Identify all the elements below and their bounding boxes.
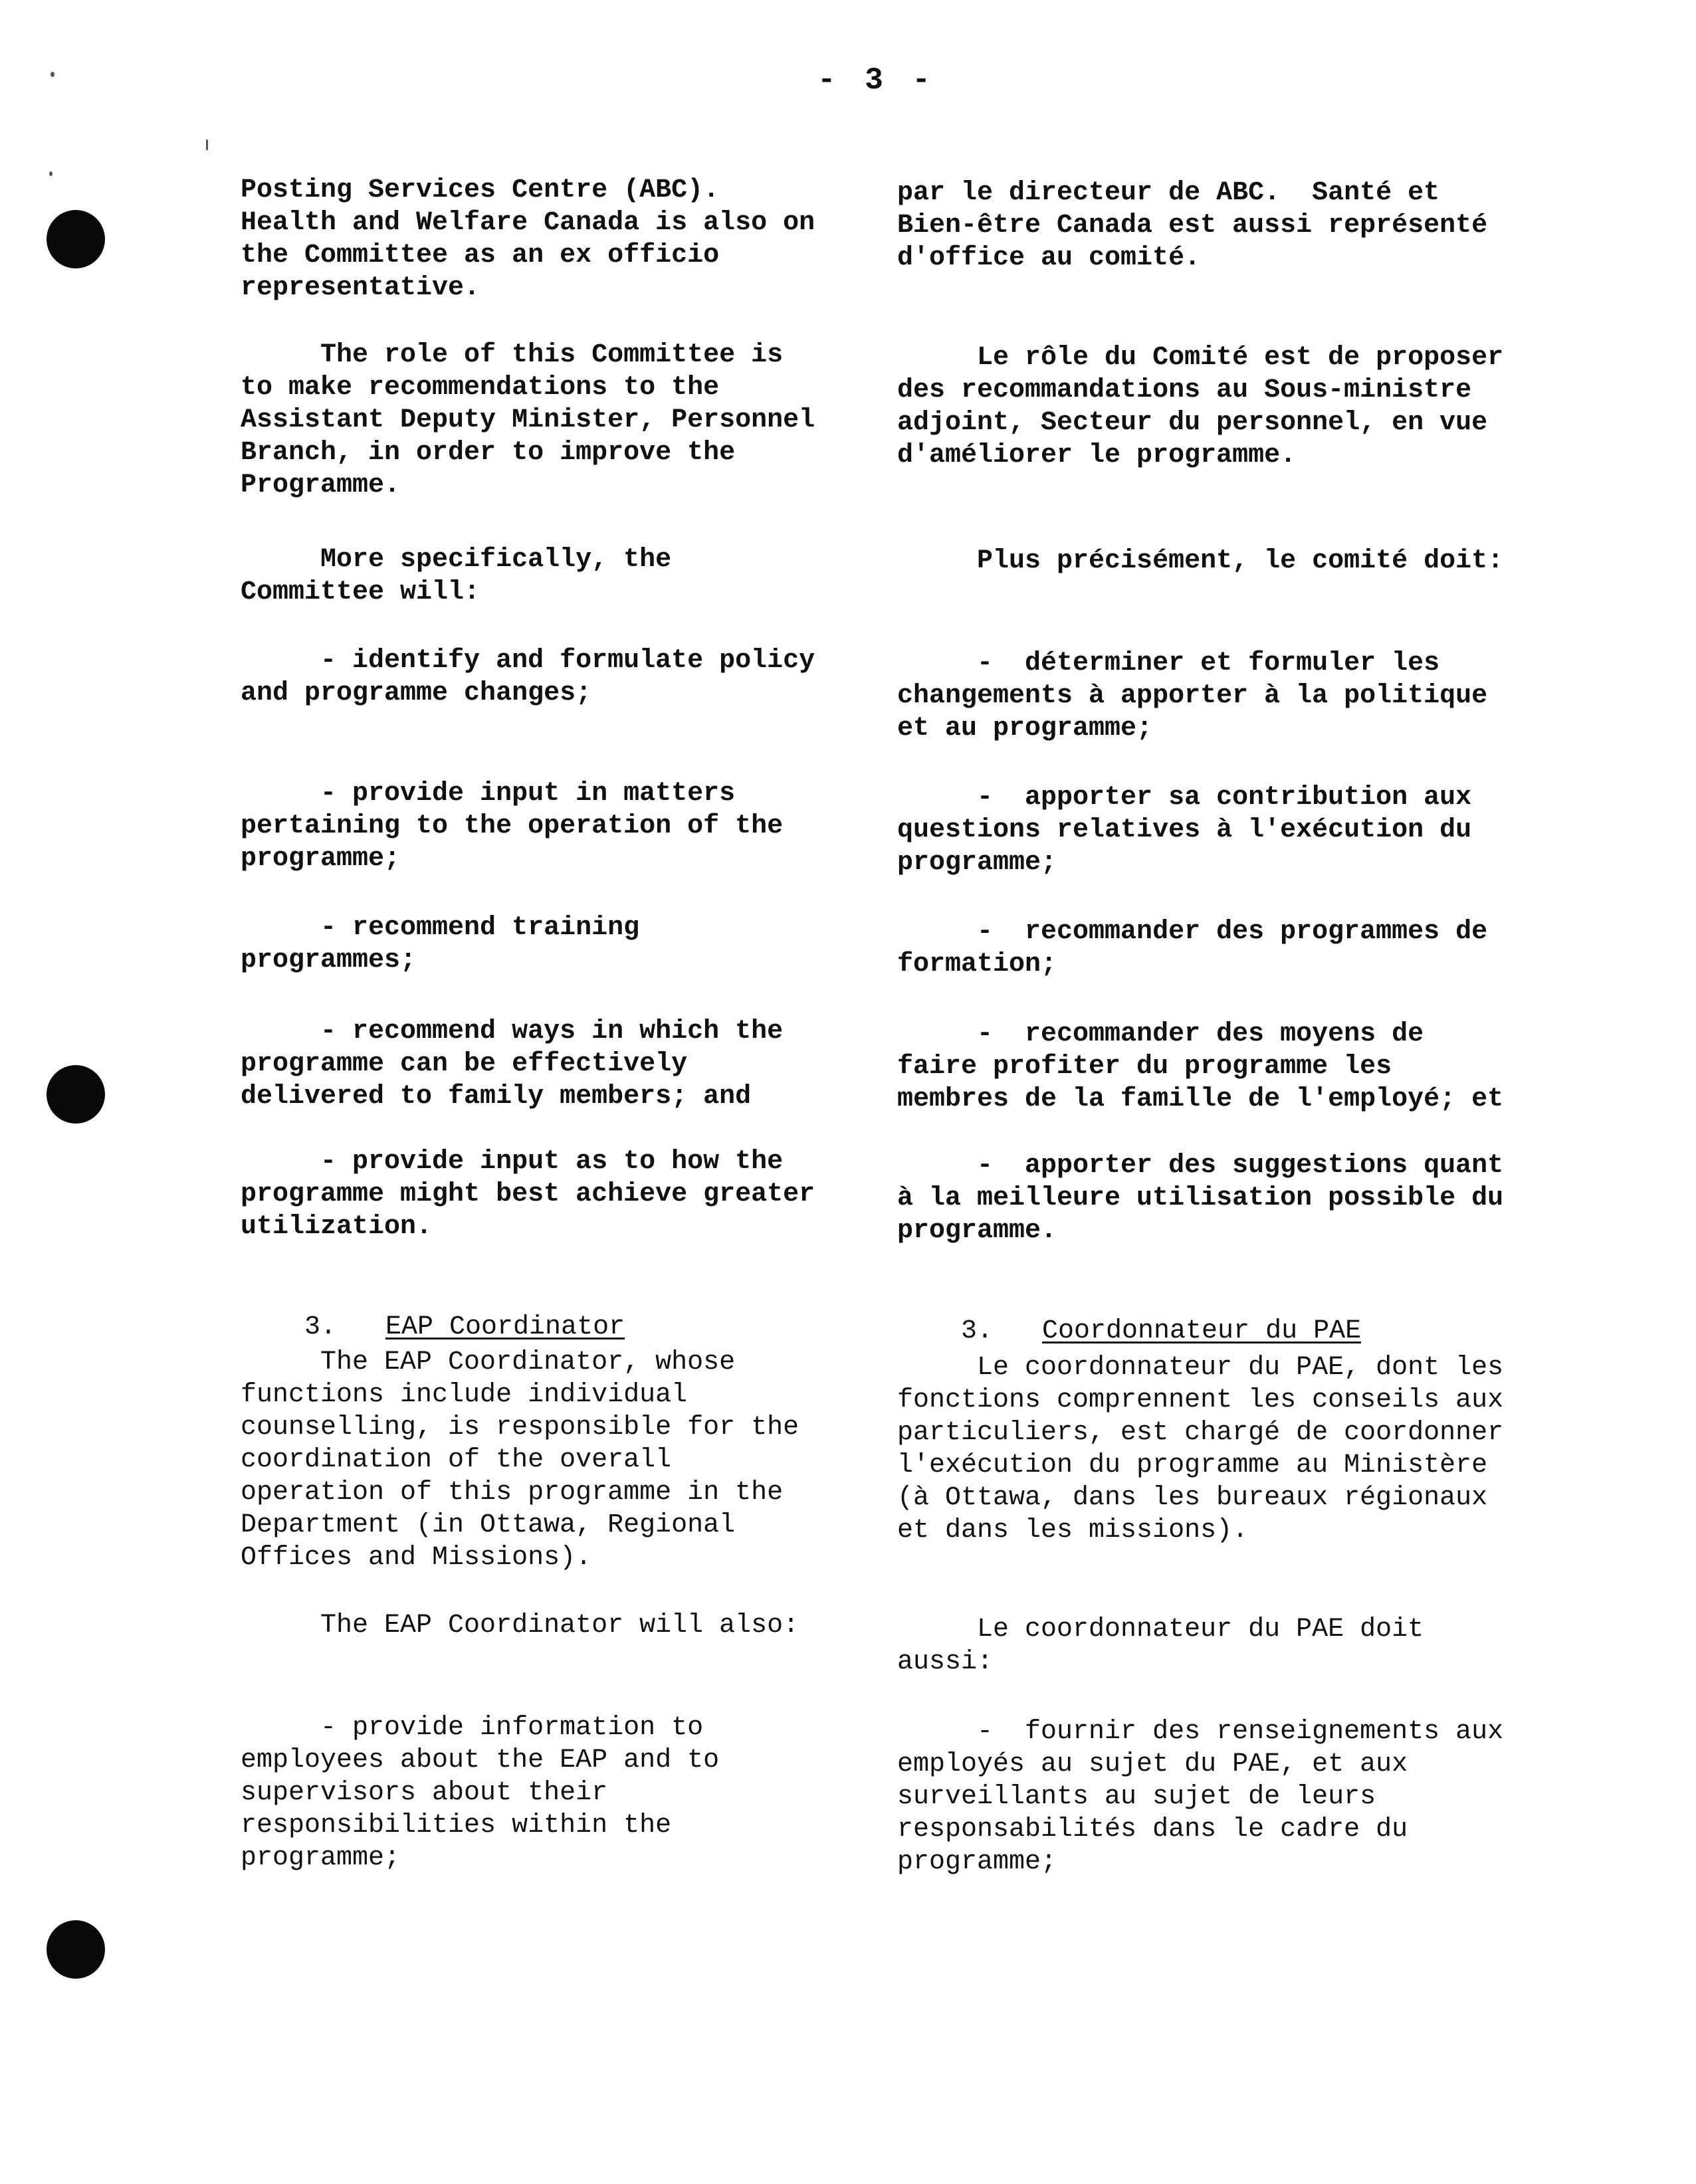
scan-speck <box>206 140 208 150</box>
french-list-item: - recommander des programmes de formation; <box>897 917 1488 979</box>
english-list-item: - recommend ways in which the programme can be effectively delivered to family members; and <box>241 1017 784 1112</box>
punch-hole-bottom <box>47 1920 105 1979</box>
english-list-item: - recommend training programmes; <box>241 913 640 975</box>
english-intro-paragraph: Posting Services Centre (ABC). Health and Welfare Canada is also on the Committee as an ex officio representative. <box>241 175 815 303</box>
english-coordinator-also: The EAP Coordinator will also: <box>241 1611 799 1640</box>
punch-hole-top <box>47 210 105 268</box>
french-section-title: Coordonnateur du PAE <box>1042 1316 1362 1346</box>
french-intro-paragraph: par le directeur de ABC. Santé et Bien-être Canada est aussi représenté d'office au comité. <box>897 178 1488 273</box>
english-specifically-paragraph: More specifically, the Committee will: <box>241 545 672 607</box>
french-coordinator-item: - fournir des renseignements aux employés au sujet du PAE, et aux surveillants au sujet de leurs responsabilités dans le cadre du programme; <box>897 1717 1504 1877</box>
french-list-item: - apporter des suggestions quant à la meilleure utilisation possible du programme. <box>897 1151 1504 1246</box>
french-specifically-paragraph: Plus précisément, le comité doit: <box>897 546 1504 576</box>
french-list-item: - déterminer et formuler les changements à apporter à la politique et au programme; <box>897 648 1488 744</box>
english-coordinator-item: - provide information to employees about the EAP and to supervisors about their responsibilities within the programme; <box>241 1713 720 1873</box>
punch-hole-middle <box>47 1065 105 1124</box>
scan-speck <box>49 171 53 176</box>
english-list-item: - provide input in matters pertaining to the operation of the programme; <box>241 779 784 874</box>
french-coordinator-also: Le coordonnateur du PAE doit aussi: <box>897 1615 1424 1677</box>
french-role-paragraph: Le rôle du Comité est de proposer des recommandations au Sous-ministre adjoint, Secteur du personnel, en vue d'améliorer le programme. <box>897 343 1504 470</box>
english-section-number: 3. <box>304 1312 337 1342</box>
english-section-title: EAP Coordinator <box>385 1312 625 1342</box>
english-role-paragraph: The role of this Committee is to make recommendations to the Assistant Deputy Minister, Personnel Branch, in order to improve the Programme. <box>241 340 815 500</box>
english-list-item: - identify and formulate policy and programme changes; <box>241 646 815 708</box>
english-coordinator-paragraph: The EAP Coordinator, whose functions include individual counselling, is responsible for the coordination of the overall operation of this programme in the Department (in Ottawa, Regional Offices and Missions). <box>241 1347 799 1573</box>
french-list-item: - recommander des moyens de faire profiter du programme les membres de la famille de l'employé; et <box>897 1019 1504 1114</box>
french-section-number: 3. <box>961 1316 994 1346</box>
french-list-item: - apporter sa contribution aux questions relatives à l'exécution du programme; <box>897 783 1472 878</box>
french-coordinator-paragraph: Le coordonnateur du PAE, dont les fonctions comprennent les conseils aux particuliers, est chargé de coordonner l'exécution du programme au Ministère (à Ottawa, dans les bureaux régionaux et dans les missions). <box>897 1353 1504 1545</box>
scan-speck <box>51 72 54 77</box>
english-list-item: - provide input as to how the programme might best achieve greater utilization. <box>241 1147 815 1242</box>
page-number: - 3 - <box>817 63 936 98</box>
